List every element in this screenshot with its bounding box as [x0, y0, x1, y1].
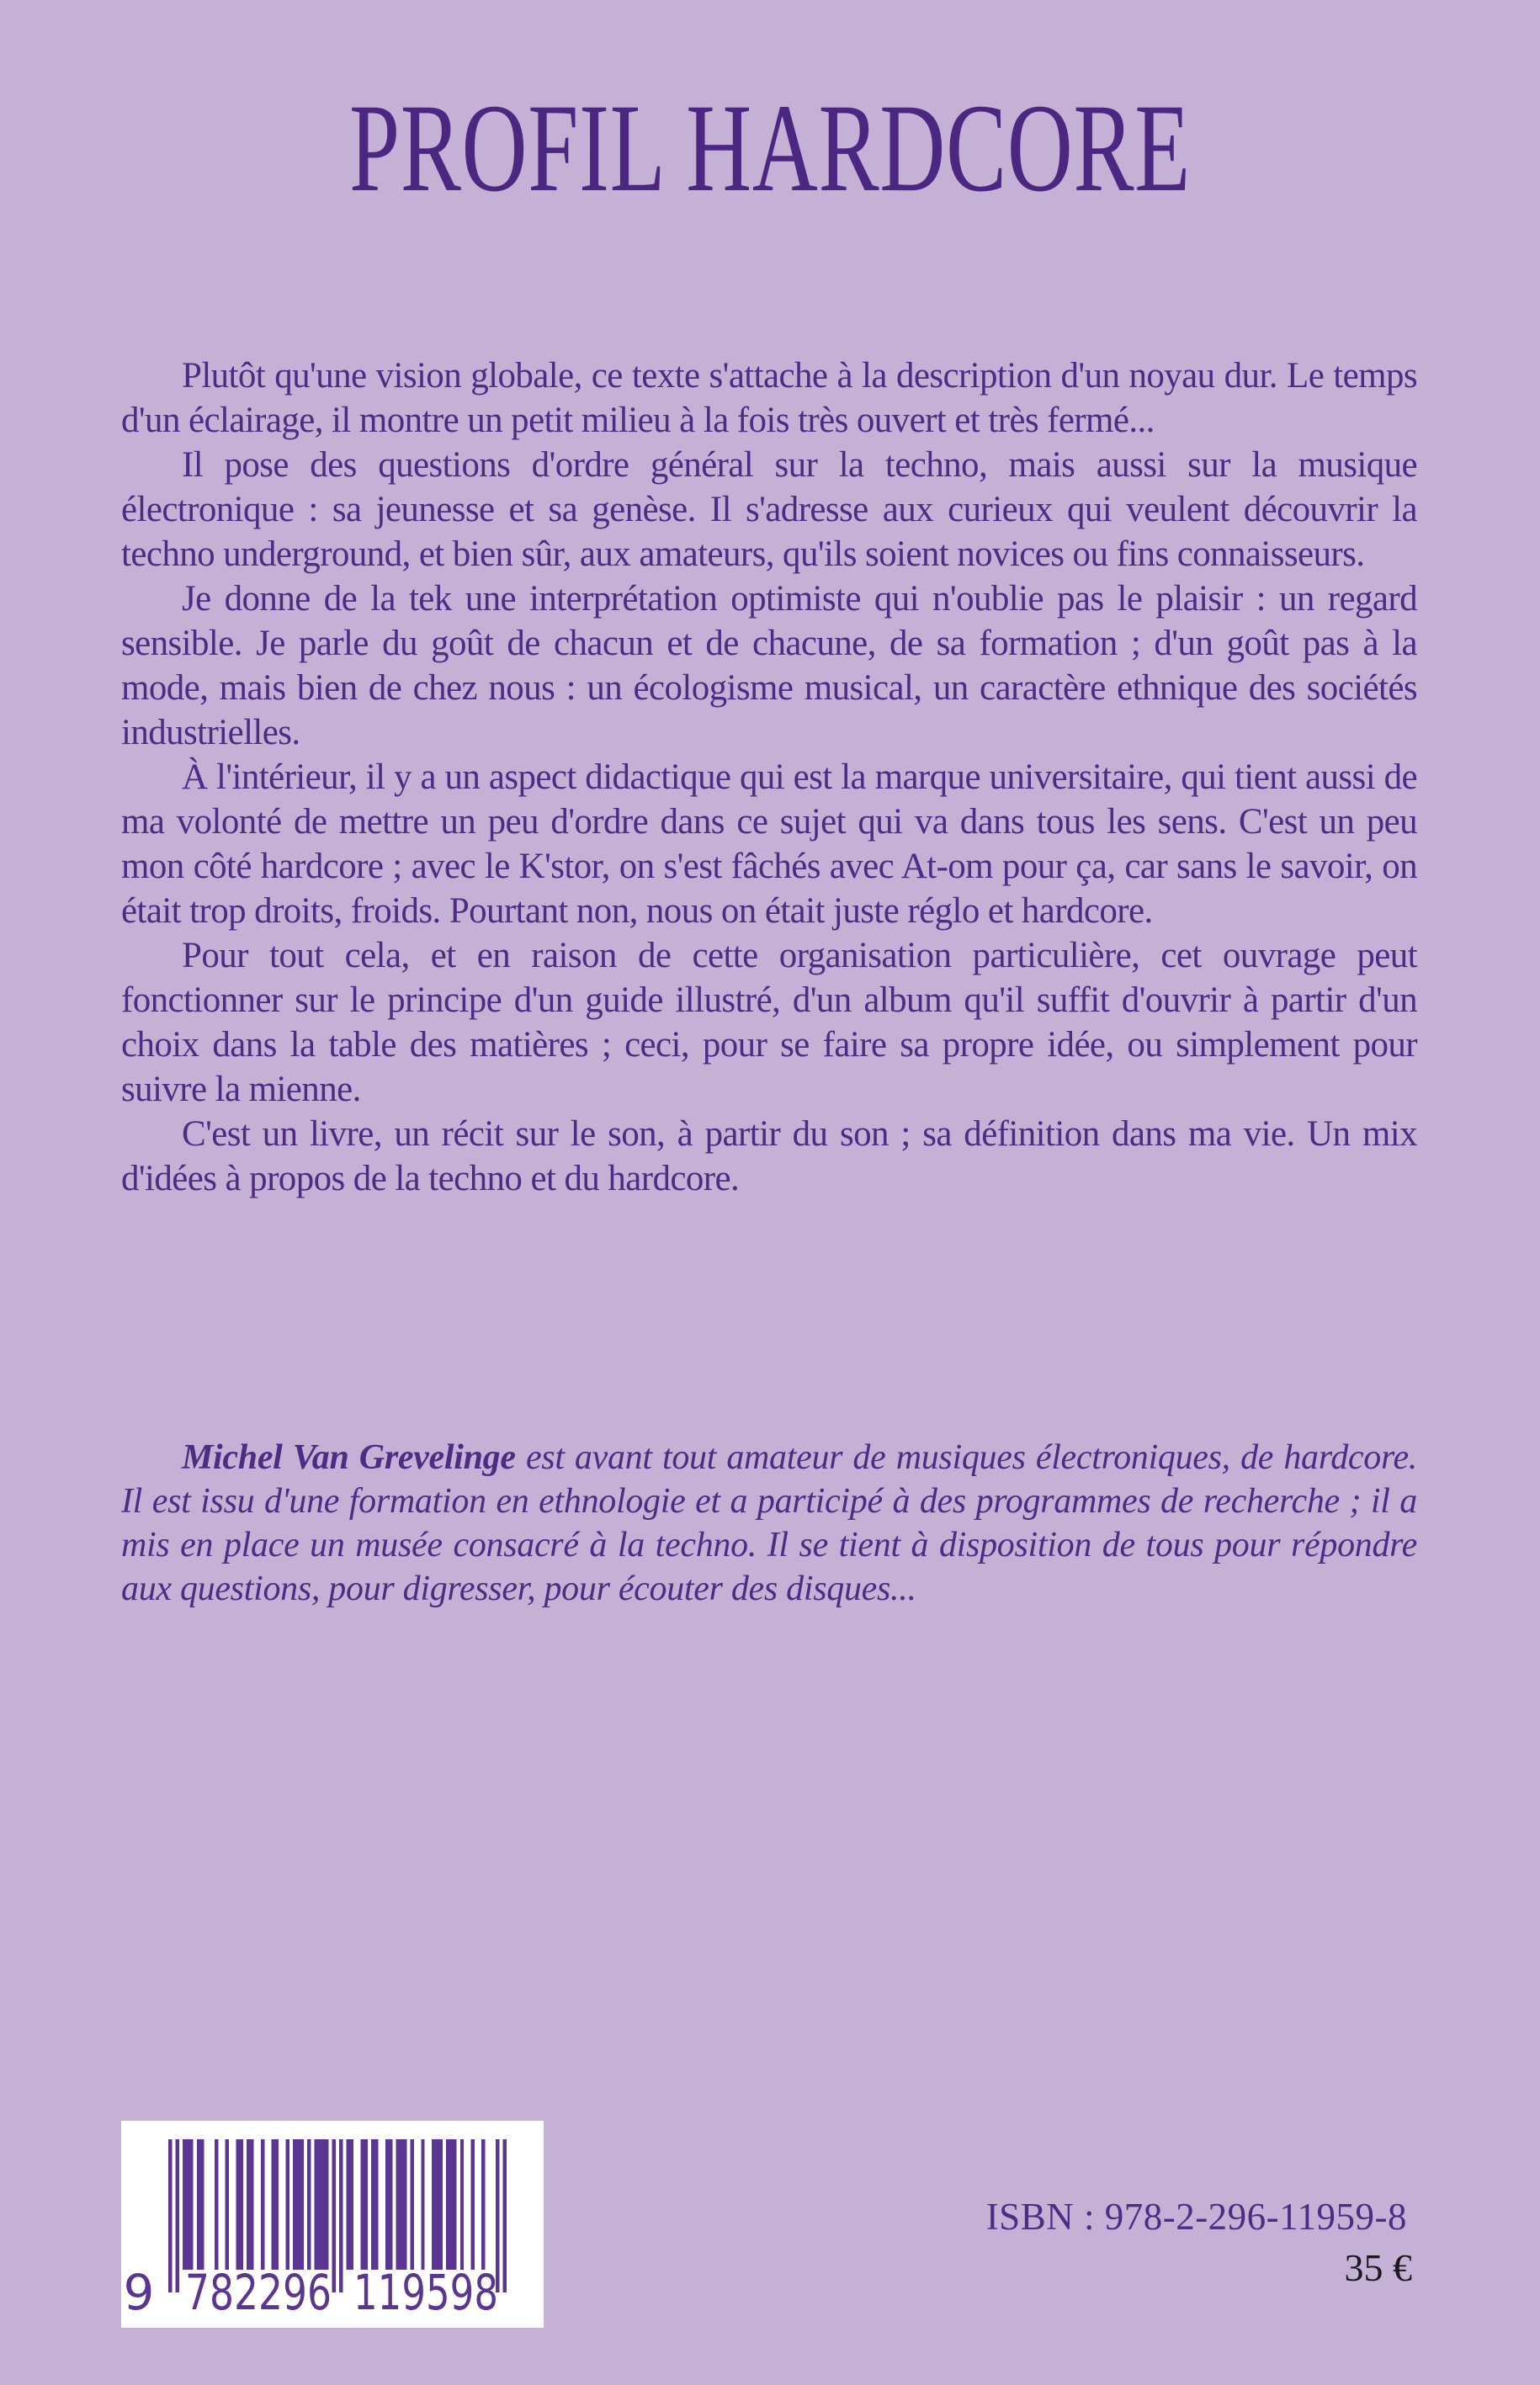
- author-bio: [121, 1436, 1417, 1611]
- synopsis-paragraph: Plutôt qu'une vision globale, ce texte s'attache à la description d'un noyau dur. Le temps d'un éclairage, il montre un petit milieu à la fois très ouvert et très fermé...: [121, 356, 1417, 440]
- isbn-text: ISBN : 978-2-296-11959-8: [985, 2196, 1407, 2238]
- barcode-image: [121, 2121, 544, 2328]
- author-bio-text: est avant tout amateur de musiques électroniques, de hardcore. Il est issu d'une formation en ethnologie et a participé à des programmes de recherche ; il a mis en place un musée consacré à la techno. Il se tient à disposition de tous pour répondre aux questions, pour digresser, pour écouter des disques...: [121, 1438, 1417, 1608]
- author-name: Michel Van Grevelinge: [182, 1438, 516, 1477]
- synopsis: [121, 353, 1417, 1201]
- synopsis-paragraph: Il pose des questions d'ordre général sur la techno, mais aussi sur la musique électronique : sa jeunesse et sa genèse. Il s'adresse aux curieux qui veulent découvrir la techno underground, et bien sûr, aux amateurs, qu'ils soient novices ou fins connaisseurs.: [121, 445, 1417, 574]
- price-text: 35 €: [1344, 2246, 1412, 2289]
- synopsis-paragraph: C'est un livre, un récit sur le son, à partir du son ; sa définition dans ma vie. Un mix d'idées à propos de la techno et du hardcore.: [121, 1114, 1417, 1198]
- barcode-left-digits: 782296: [185, 2264, 332, 2321]
- synopsis-paragraph: À l'intérieur, il y a un aspect didactique qui est la marque universitaire, qui tient aussi de ma volonté de mettre un peu d'ordre dans ce sujet qui va dans tous les sens. C'est un peu mon côté hardcore ; avec le K'stor, on s'est fâchés avec At-om pour ça, car sans le savoir, on était trop droits, froids. Pourtant non, nous on était juste réglo et hardcore.: [121, 757, 1417, 931]
- barcode-right-digits: 119598: [353, 2264, 498, 2321]
- book-title: PROFIL HARDCORE: [349, 78, 1191, 218]
- synopsis-paragraph: Je donne de la tek une interprétation optimiste qui n'oublie pas le plaisir : un regard sensible. Je parle du goût de chacun et de chacune, de sa formation ; d'un goût pas à la mode, mais bien de chez nous : un écologisme musical, un caractère ethnique des sociétés industrielles.: [121, 579, 1417, 752]
- barcode: [121, 2121, 544, 2328]
- author-bio-paragraph: [121, 1436, 1417, 1611]
- synopsis-paragraph: Pour tout cela, et en raison de cette organisation particulière, cet ouvrage peut fonctionner sur le principe d'un guide illustré, d'un album qu'il suffit d'ouvrir à partir d'un choix dans la table des matières ; ceci, pour se faire sa propre idée, ou simplement pour suivre la mienne.: [121, 936, 1417, 1109]
- barcode-first-digit: 9: [123, 2264, 155, 2321]
